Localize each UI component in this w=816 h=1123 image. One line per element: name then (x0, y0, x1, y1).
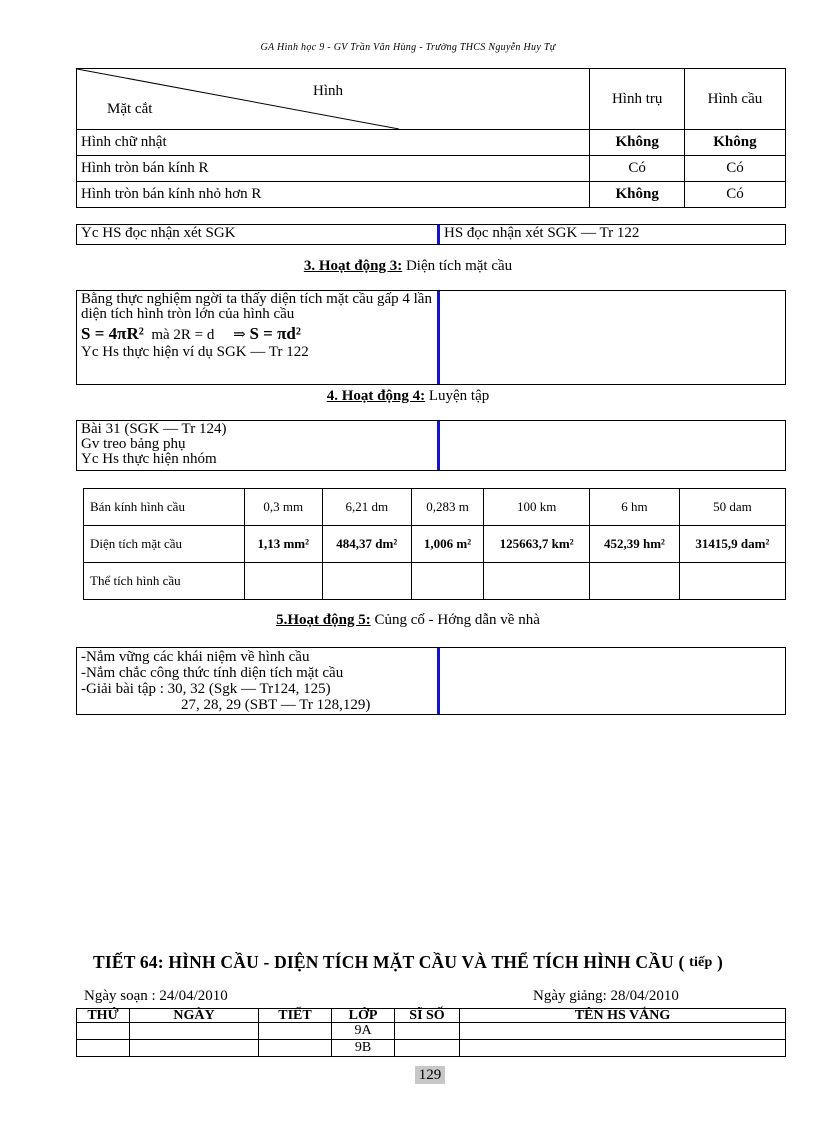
page-number: 129 (415, 1066, 445, 1084)
cell: Không (684, 130, 785, 156)
activity5-line: -Giải bài tập : 30, 32 (Sgk — Tr124, 125) (81, 681, 331, 697)
cell: Có (684, 182, 785, 208)
note-right: HS đọc nhận xét SGK — Tr 122 (444, 225, 640, 241)
class-cell: 9A (332, 1023, 395, 1040)
formula-relation: mà 2R = d (151, 327, 215, 343)
table-row (77, 1040, 786, 1057)
activity5-line: -Nắm chắc công thức tính diện tích mặt cầu (81, 665, 344, 681)
row-label: Diện tích mặt cầu (84, 526, 245, 563)
table-row (77, 156, 786, 182)
activity4-line: Bài 31 (SGK — Tr 124) (81, 421, 227, 437)
cell (322, 563, 412, 600)
activity4-box (76, 420, 786, 471)
cell (484, 563, 590, 600)
cell: 484,37 dm² (322, 526, 412, 563)
row-label: Thể tích hình cầu (84, 563, 245, 600)
cell: 50 dam (679, 489, 785, 526)
col-header: SĨ SỐ (395, 1009, 460, 1023)
cell (679, 563, 785, 600)
cross-section-table (76, 68, 786, 208)
attendance-table (76, 1008, 786, 1057)
implies-icon: ⇒ (233, 327, 246, 343)
activity5-line: -Nắm vững các khái niệm về hình cầu (81, 649, 310, 665)
cell: 0,283 m (412, 489, 484, 526)
cell: 452,39 hm² (590, 526, 680, 563)
corner-top-label: Hình (313, 83, 343, 99)
activity4-line: Gv treo bảng phụ (81, 436, 186, 452)
activity5-subtitle: Củng cố - Hớng dẫn về nhà (374, 612, 540, 628)
cell: 6 hm (590, 489, 680, 526)
cell: Có (590, 156, 684, 182)
activity3-heading (0, 258, 816, 275)
note-row (76, 224, 786, 245)
activity4-heading (0, 388, 816, 405)
date-taught: Ngày giảng: 28/04/2010 (533, 988, 679, 1004)
formula-line (81, 324, 433, 345)
date-prepared: Ngày soạn : 24/04/2010 (84, 988, 228, 1004)
activity4-line: Yc Hs thực hiện nhóm (81, 451, 217, 467)
formula-surface-area: S = 4πR² (81, 324, 144, 343)
activity3-box (76, 290, 786, 385)
activity3-line2: Yc Hs thực hiện ví dụ SGK — Tr 122 (81, 344, 309, 360)
row-label: Hình tròn bán kính R (77, 156, 590, 182)
cell: 100 km (484, 489, 590, 526)
table-row (84, 526, 786, 563)
row-label: Hình chữ nhật (77, 130, 590, 156)
activity3-subtitle: Diện tích mặt cầu (405, 258, 513, 274)
cell: 1,006 m² (412, 526, 484, 563)
table-row (77, 1023, 786, 1040)
cell (412, 563, 484, 600)
corner-bottom-label: Mặt cắt (107, 101, 153, 117)
row-label: Bán kính hình cầu (84, 489, 245, 526)
cell: 6,21 dm (322, 489, 412, 526)
cell: Không (590, 182, 684, 208)
activity3-title: 3. Hoạt động 3: (303, 258, 403, 274)
col-header: TIẾT (259, 1009, 332, 1023)
formula-diameter: S = πd² (249, 324, 301, 343)
activity4-subtitle: Luyện tập (428, 388, 490, 404)
col-header-cylinder: Hình trụ (590, 69, 684, 130)
activity5-line: 27, 28, 29 (SBT — Tr 128,129) (181, 697, 371, 713)
cell: 31415,9 dam² (679, 526, 785, 563)
col-header-sphere: Hình cầu (684, 69, 785, 130)
cell: Không (590, 130, 684, 156)
class-cell: 9B (332, 1040, 395, 1057)
activity3-text: Bằng thực nghiệm ngời ta thấy diện tích mặt cầu gấp 4 lần diện tích hình tròn lớn của hình cầu (81, 291, 432, 322)
cell: 1,13 mm² (245, 526, 323, 563)
col-header: THỨ (77, 1009, 130, 1023)
col-header: NGÀY (130, 1009, 259, 1023)
activity4-title: 4. Hoạt động 4: (326, 388, 426, 404)
table-row (77, 130, 786, 156)
note-left: Yc HS đọc nhận xét SGK (77, 225, 440, 244)
table-row (77, 182, 786, 208)
lesson-title: TIẾT 64: HÌNH CẦU - DIỆN TÍCH MẶT CẦU VÀ THỂ TÍCH HÌNH CẦU ( tiếp ) (92, 952, 724, 972)
table-row (84, 489, 786, 526)
table-row (84, 563, 786, 600)
activity5-heading (0, 612, 816, 629)
cell: Có (684, 156, 785, 182)
row-label: Hình tròn bán kính nhỏ hơn R (77, 182, 590, 208)
diagonal-line (77, 69, 399, 129)
activity5-box (76, 647, 786, 715)
corner-cell (77, 69, 590, 130)
exercise-table (83, 488, 786, 600)
page-header: GA Hình học 9 - GV Trần Văn Hùng - Trường THCS Nguyễn Huy Tự (260, 42, 556, 53)
cell (590, 563, 680, 600)
col-header: LỚP (332, 1009, 395, 1023)
activity5-title: 5.Hoạt động 5: (276, 612, 371, 628)
col-header: TÊN HS VẮNG (460, 1009, 786, 1023)
cell: 125663,7 km² (484, 526, 590, 563)
cell: 0,3 mm (245, 489, 323, 526)
cell (245, 563, 323, 600)
